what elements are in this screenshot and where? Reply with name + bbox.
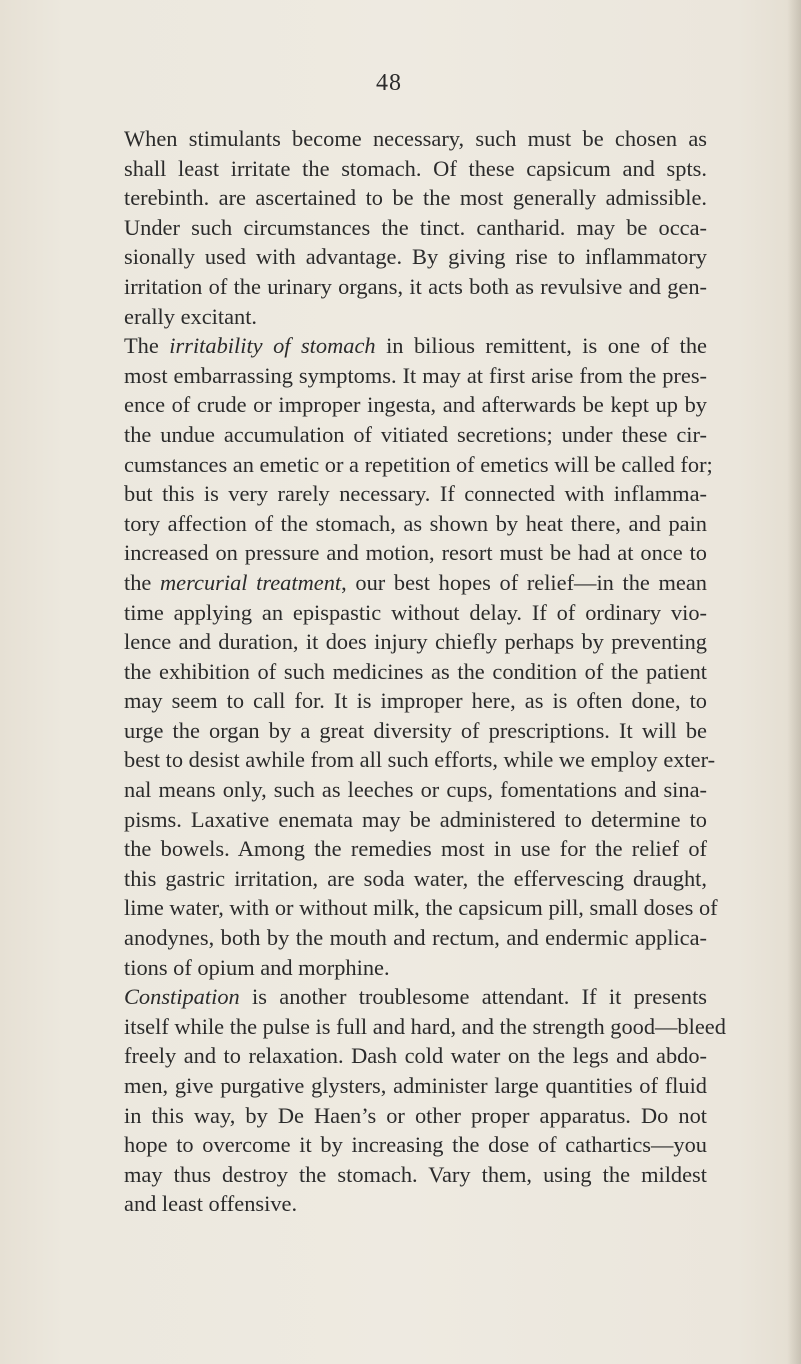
text-line [124, 450, 713, 480]
text-run: terebinth. are ascertained to be the most generally admissible. [124, 185, 707, 211]
text-run: and least offensive. [124, 1191, 298, 1217]
text-run: the exhibition of such medicines as the condition of the patient [124, 658, 707, 684]
text-run: increased on pressure and motion, resort must be had at once to [124, 540, 707, 566]
text-run: tions of opium and morphine. [124, 954, 390, 980]
text-line [124, 686, 707, 716]
text-line [124, 893, 718, 923]
text-run: the [124, 569, 161, 595]
text-line [124, 420, 707, 450]
text-run: best to desist awhile from all such efforts, while we employ exter- [124, 747, 716, 773]
italic-text: mercurial treatment [160, 569, 342, 595]
text-line [124, 213, 707, 243]
text-line [124, 538, 707, 568]
text-line [124, 745, 716, 775]
text-line [124, 834, 707, 864]
text-line [124, 568, 707, 598]
text-line [124, 775, 707, 805]
text-run: freely and to relaxation. Dash cold water on the legs and abdo- [124, 1043, 707, 1069]
text-line [124, 1130, 707, 1160]
text-run: in this way, by De Haen’s or other proper apparatus. Do not [124, 1102, 707, 1128]
text-line [124, 1101, 707, 1131]
text-run: the bowels. Among the remedies most in use for the relief of [124, 836, 707, 862]
text-run: When stimulants become necessary, such must be chosen as [124, 126, 707, 151]
text-line [124, 982, 707, 1012]
text-run: The [124, 333, 170, 359]
text-run: lence and duration, it does injury chiefly perhaps by preventing [124, 629, 707, 655]
text-run: men, give purgative glysters, administer large quantities of fluid [124, 1073, 707, 1098]
text-line [124, 598, 707, 628]
text-line [124, 864, 707, 894]
text-run: , our best hopes of relief—in the mean [341, 569, 708, 595]
text-line [124, 657, 707, 687]
text-run: sionally used with advantage. By giving rise to inflammatory [124, 244, 707, 270]
text-line [124, 716, 707, 746]
page-edge-shadow [787, 0, 801, 1364]
text-run: most embarrassing symptoms. It may at first arise from the pres- [124, 362, 707, 388]
text-run: tory affection of the stomach, as shown by heat there, and pain [124, 510, 707, 536]
text-line [124, 390, 707, 420]
text-line [124, 479, 707, 509]
text-run: nal means only, such as leeches or cups, fomentations and sina- [124, 777, 707, 803]
text-line [124, 302, 707, 332]
text-run: time applying an epispastic without delay. If of ordinary vio- [124, 599, 707, 625]
text-line [124, 124, 707, 154]
text-line [124, 242, 707, 272]
text-run: may thus destroy the stomach. Vary them, using the mildest [124, 1161, 707, 1187]
body-text [124, 124, 726, 1219]
italic-text: Constipation [124, 984, 240, 1010]
text-run: itself while the pulse is full and hard, and the strength good—bleed [124, 1013, 726, 1039]
text-run: the undue accumulation of vitiated secretions; under these cir- [124, 421, 707, 447]
text-run: may seem to call for. It is improper here, as is often done, to [124, 688, 707, 714]
text-run: is another troublesome attendant. If it presents [239, 984, 707, 1010]
text-run: cumstances an emetic or a repetition of emetics will be called for; [124, 451, 713, 477]
text-run: but this is very rarely necessary. If connected with inflamma- [124, 481, 707, 507]
text-run: pisms. Laxative enemata may be administered to determine to [124, 806, 707, 832]
text-line [124, 272, 707, 302]
text-line [124, 1012, 726, 1042]
text-run: irritation of the urinary organs, it acts both as revulsive and gen- [124, 273, 707, 299]
text-run: erally excitant. [124, 303, 258, 329]
text-line [124, 953, 707, 983]
text-line [124, 1041, 707, 1071]
page-number: 48 [376, 70, 402, 96]
text-line [124, 183, 707, 213]
text-run: anodynes, both by the mouth and rectum, and endermic applica- [124, 925, 707, 951]
text-line [124, 1189, 707, 1219]
text-run: shall least irritate the stomach. Of these capsicum and spts. [124, 155, 707, 181]
text-run: urge the organ by a great diversity of prescriptions. It will be [124, 717, 707, 743]
italic-text: irritability of stomach [169, 333, 376, 359]
text-run: in bilious remittent, is one of the [375, 333, 707, 359]
text-run: lime water, with or without milk, the capsicum pill, small doses of [124, 895, 718, 921]
text-run: Under such circumstances the tinct. cantharid. may be occa- [124, 214, 707, 240]
text-line [124, 361, 707, 391]
text-line [124, 331, 707, 361]
text-run: ence of crude or improper ingesta, and afterwards be kept up by [124, 392, 707, 418]
text-run: this gastric irritation, are soda water, the effervescing draught, [124, 865, 707, 891]
text-line [124, 627, 707, 657]
text-line [124, 509, 707, 539]
text-line [124, 805, 707, 835]
text-line [124, 923, 707, 953]
text-run: hope to overcome it by increasing the dose of cathartics—you [124, 1132, 707, 1158]
text-line [124, 1071, 707, 1101]
text-line [124, 154, 707, 184]
text-line [124, 1160, 707, 1190]
